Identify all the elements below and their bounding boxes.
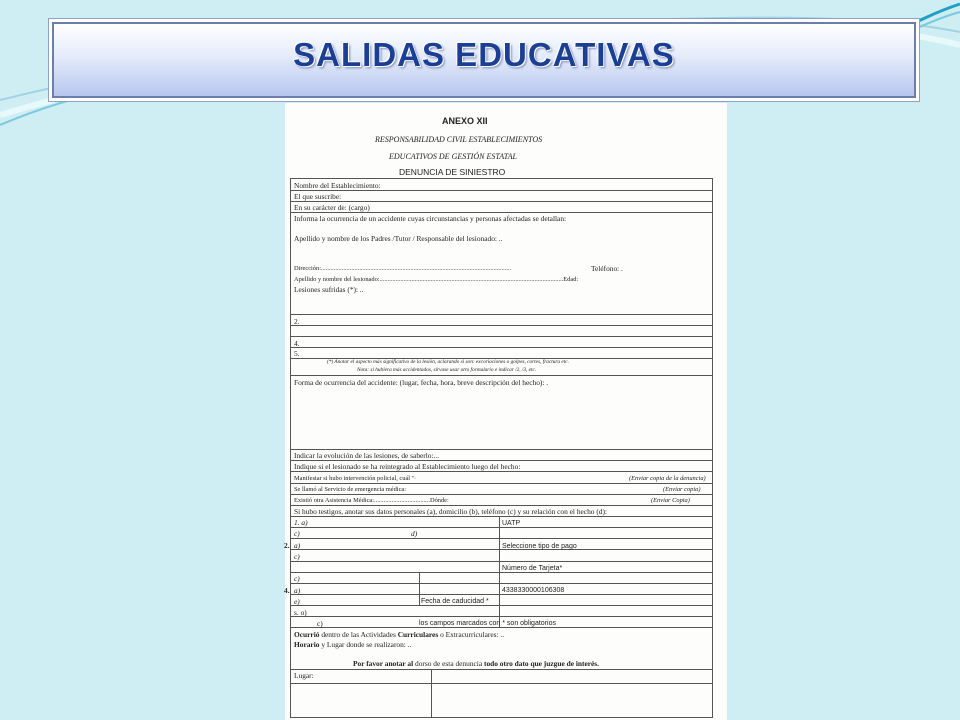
witness-c: c) — [294, 552, 300, 561]
witness-4: 4. — [284, 586, 290, 595]
form-rule — [290, 201, 713, 202]
form-border-left — [290, 178, 291, 718]
witness-2: 2. — [284, 541, 290, 550]
field-witnesses: Si hubo testigos, anotar sus datos personales (a), domicilio (b), teléfono (c) y su relación con el hecho (d): — [294, 507, 607, 516]
injury-item-2: 2. — [294, 317, 300, 326]
field-police: Manifestar si hubo intervención policial, cuál ''· — [294, 475, 417, 482]
witness-a: a) — [294, 586, 301, 595]
overlay-expiry-label: Fecha de caducidad * — [421, 598, 489, 605]
form-rule — [290, 561, 713, 562]
overlay-card-number: 4338330000106308 — [502, 587, 565, 594]
field-phone: Teléfono: . — [591, 264, 623, 273]
footer-note — [353, 659, 599, 668]
medical-copy-note: (Enviar Copia) — [651, 497, 690, 504]
field-role: En su carácter de: (cargo) — [294, 203, 370, 212]
witness-c: c) — [294, 529, 300, 538]
footer-note-1: Por favor anotar al — [353, 659, 414, 668]
field-place: Lugar: — [294, 671, 314, 680]
form-rule — [290, 516, 713, 517]
form-rule — [290, 483, 713, 484]
police-copy-note: (Enviar copia de la denuncia) — [629, 475, 706, 482]
overlay-uatp: UATP — [502, 520, 521, 527]
activities-rest: o Extracurriculares: .. — [440, 630, 505, 639]
form-rule — [290, 347, 713, 348]
activities-label: Ocurrió — [294, 630, 320, 639]
witness-c: c) — [317, 619, 323, 628]
place-divider — [431, 669, 432, 717]
overlay-card-number-label: Número de Tarjeta* — [502, 565, 563, 572]
form-rule — [290, 449, 713, 450]
form-rule — [290, 505, 713, 506]
form-rule — [290, 325, 713, 326]
footer-note-2: dorso de esta denuncia — [415, 659, 483, 668]
field-report-intro: Informa la ocurrencia de un accidente cuyas circunstancias y personas afectadas se detallan: — [294, 214, 567, 223]
injury-item-5: 5. — [294, 349, 300, 358]
form-rule — [290, 178, 713, 179]
title-banner — [52, 22, 916, 98]
annex-label: ANEXO XII — [442, 116, 488, 126]
witness-a: a) — [294, 541, 301, 550]
form-heading: DENUNCIA DE SINIESTRO — [399, 167, 506, 177]
field-injured: Apellido y nombre del lesionado:...................................................................................................................Edad: — [294, 276, 579, 283]
witness-divider — [419, 572, 420, 605]
activities-text: dentro de las Actividades — [321, 630, 396, 639]
form-rule — [290, 605, 713, 606]
footer-note-3: todo otro dato que juzgue de interés. — [483, 659, 600, 668]
schedule-text: y Lugar donde se realizaron: .. — [321, 640, 412, 649]
field-occurrence: Forma de ocurrencia del accidente: (lugar, fecha, hora, breve descripción del hecho): . — [294, 378, 549, 387]
field-guardian: Apellido y nombre de los Padres /Tutor / Responsable del lesionado: .. — [294, 234, 503, 243]
field-address: Dirección:....................................................................................................................... — [294, 265, 512, 272]
form-rule — [290, 494, 713, 495]
form-subtitle-1: RESPONSABILIDAD CIVIL ESTABLECIMIENTOS — [375, 135, 543, 144]
form-rule — [290, 538, 713, 539]
overlay-required-note: los campos marcados con * son obligatorios — [419, 620, 556, 627]
field-activities — [294, 630, 504, 639]
witness-c: c) — [294, 574, 300, 583]
form-rule — [290, 460, 713, 461]
form-rule — [290, 336, 713, 337]
form-rule — [290, 375, 713, 376]
field-emergency: Se llamó al Servicio de emergencia médica: — [294, 486, 407, 493]
field-medical: Existió otra Asistencia Médica:...................................Dónde: — [294, 497, 449, 504]
emergency-copy-note: (Enviar copia) — [663, 486, 701, 493]
form-rule — [290, 583, 713, 584]
additional-injured-note: Nota: si hubiera más accidentados, sírvase usar otro formulario e indicar /2, /3, etc. — [357, 367, 537, 373]
overlay-payment-type: Seleccione tipo de pago — [502, 543, 577, 550]
form-rule — [290, 471, 713, 472]
activities-curricular: Curriculares — [397, 630, 439, 639]
field-reinstated: Indique si el lesionado se ha reintegrado al Establecimiento luego del hecho: — [294, 462, 521, 471]
field-signer: El que suscribe: — [294, 192, 342, 201]
injury-note: (*) Anotar el aspecto más significativo de la lesión, aclarando si son: excoriaciones o golpes, cortes, fractura etc. — [327, 359, 569, 365]
form-border-right — [712, 178, 713, 718]
witness-so: s. o) — [294, 608, 307, 617]
form-rule — [290, 683, 713, 684]
field-schedule — [294, 640, 411, 649]
field-injuries: Lesiones sufridas (*): .. — [294, 285, 364, 294]
form-rule — [290, 212, 713, 213]
form-rule — [290, 616, 713, 617]
form-rule — [290, 717, 713, 718]
injury-item-4: 4. — [294, 339, 300, 348]
form-rule — [290, 314, 713, 315]
witness-divider — [499, 516, 500, 627]
form-rule — [290, 190, 713, 191]
schedule-label: Horario — [294, 640, 320, 649]
field-establishment: Nombre del Establecimiento: — [294, 181, 381, 190]
field-evolution: Indicar la evolución de las lesiones, de saberlo:... — [294, 451, 440, 460]
form-rule — [290, 669, 713, 670]
witness-d: d) — [411, 529, 418, 538]
witness-1a: 1. a) — [294, 518, 308, 527]
scanned-form — [285, 103, 727, 720]
form-subtitle-2: EDUCATIVOS DE GESTIÓN ESTATAL — [389, 152, 517, 161]
slide-title: SALIDAS EDUCATIVAS — [293, 36, 675, 73]
witness-e: e) — [294, 597, 300, 606]
